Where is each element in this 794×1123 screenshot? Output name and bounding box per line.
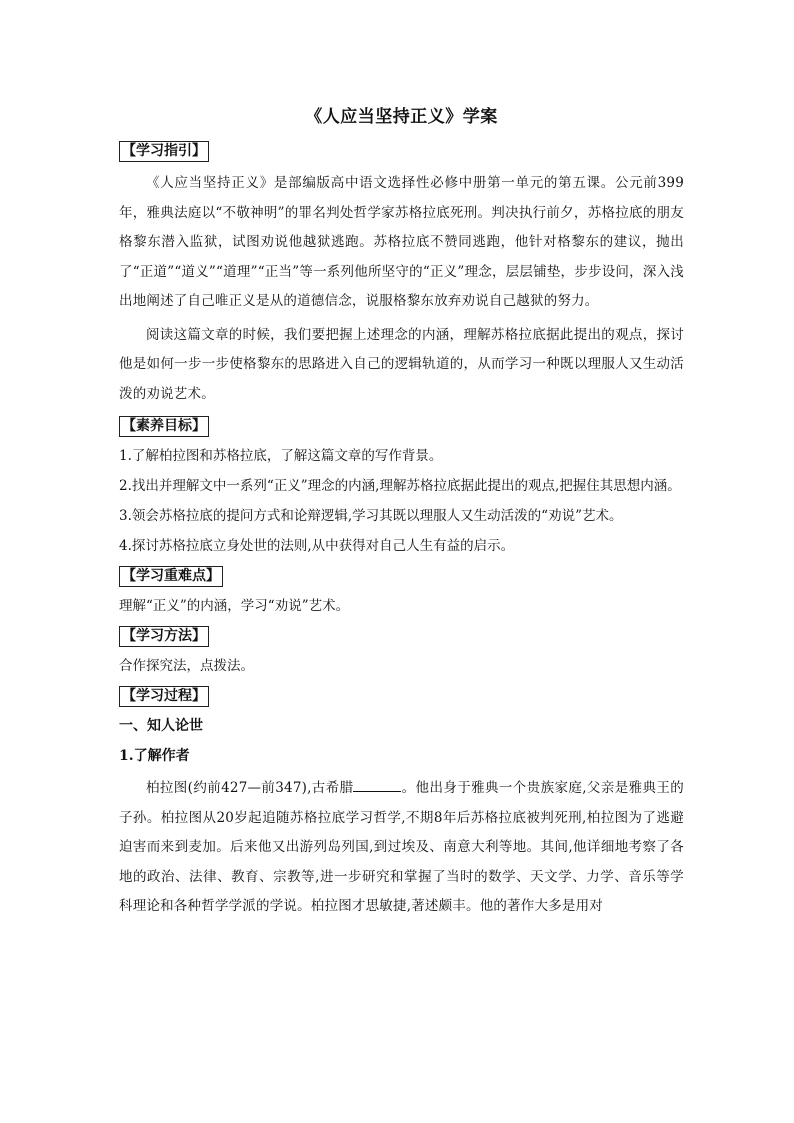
- author-paragraph: [119, 774, 684, 922]
- method-text: 合作探究法，点拨法。: [119, 658, 254, 674]
- key-points-text: 理解“正义”的内涵，学习“劝说”艺术。: [119, 598, 350, 614]
- section-heading-guide: 【学习指引】: [119, 141, 209, 162]
- goal-item-4: 4.探讨苏格拉底立身处世的法则,从中获得对自己人生有益的启示。: [119, 538, 515, 554]
- section-key-points: [119, 564, 684, 618]
- sub1-title: 1.了解作者: [119, 748, 190, 764]
- author-text-before-blank: 柏拉图(约前427—前347),古希腊: [146, 780, 354, 796]
- section-method: [119, 624, 684, 678]
- guide-paragraph-2: 阅读这篇文章的时候，我们要把握上述理念的内涵，理解苏格拉底据此提出的观点，探讨他是如何一步一步使格黎东的思路进入自己的逻辑轨道的，从而学习一种既以理服人又生动活泼的劝说艺术。: [119, 326, 684, 402]
- section-process: [119, 684, 684, 922]
- section-guide: [119, 139, 684, 409]
- goal-item-1: 1.了解柏拉图和苏格拉底，了解这篇文章的写作背景。: [119, 448, 443, 464]
- section-goals: [119, 414, 684, 558]
- fill-in-blank[interactable]: [353, 777, 401, 792]
- author-text-after-blank: 。他出身于雅典一个贵族家庭,父亲是雅典王的子孙。柏拉图从20岁起追随苏格拉底学习哲学,不期8年后苏格拉底被判死刑,柏拉图为了逃避迫害而来到麦加。后来他又出游列岛列国,到过埃及、南意大利等地。其间,他详细地考察了各地的政治、法律、教育、宗教等,进一步研究和掌握了当时的数学、天文学、力学、音乐等学科理论和各种哲学学派的学说。柏拉图才思敏捷,著述颇丰。他的著作大多是用对: [119, 780, 684, 914]
- goal-item-2: 2.找出并理解文中一系列“正义”理念的内涵,理解苏格拉底据此提出的观点,把握住其思想内涵。: [119, 478, 681, 494]
- section-heading-goals: 【素养目标】: [119, 416, 209, 437]
- section-heading-key-points: 【学习重难点】: [119, 566, 223, 587]
- guide-paragraph-1: 《人应当坚持正义》是部编版高中语文选择性必修中册第一单元的第五课。公元前399年，雅典法庭以“不敬神明”的罪名判处哲学家苏格拉底死刑。判决执行前夕，苏格拉底的朋友格黎东潜入监狱，试图劝说他越狱逃跑。苏格拉底不赞同逃跑，他针对格黎东的建议，抛出了“正道”“道义”“道理”“正当”等一系列他所坚守的“正义”理念，层层铺垫，步步设问，深入浅出地阐述了自己唯正义是从的道德信念，说服格黎东放弃劝说自己越狱的努力。: [119, 175, 684, 309]
- part1-title: 一、知人论世: [119, 718, 203, 734]
- section-heading-process: 【学习过程】: [119, 686, 209, 707]
- section-heading-method: 【学习方法】: [119, 626, 209, 647]
- document-title: 《人应当坚持正义》学案: [305, 107, 498, 127]
- goal-item-3: 3.领会苏格拉底的提问方式和论辩逻辑,学习其既以理服人又生动活泼的“劝说”艺术。: [119, 508, 623, 524]
